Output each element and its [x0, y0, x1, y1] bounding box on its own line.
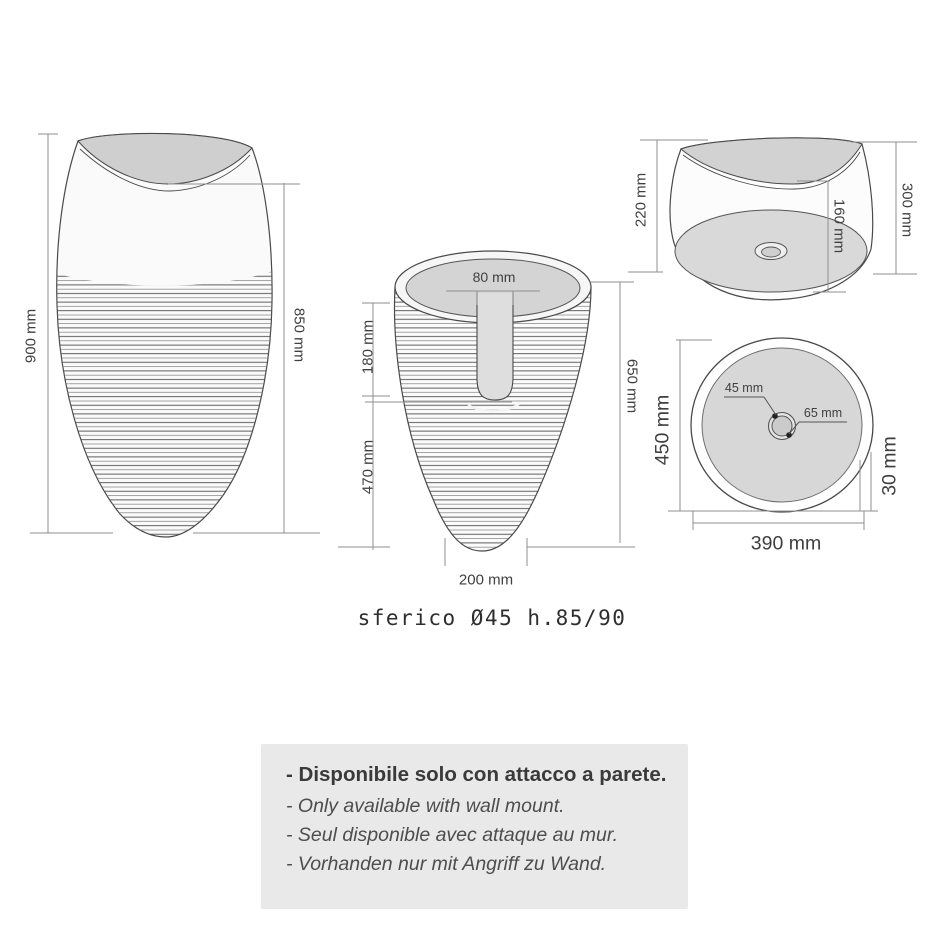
- dim-top-inner-diameter: 390 mm: [750, 532, 822, 555]
- top-view: [668, 338, 878, 530]
- dim-slot-height: 180 mm: [359, 319, 377, 375]
- front-view: [30, 133, 320, 560]
- note-german: - Vorhanden nur mit Angriff zu Wand.: [286, 853, 607, 875]
- dim-front-total-height: 900 mm: [22, 308, 40, 364]
- side-view: [338, 251, 635, 566]
- front-ribbed-texture: [40, 266, 285, 560]
- dim-front-basin-height: 850 mm: [290, 307, 308, 363]
- dim-slot-width: 80 mm: [472, 269, 516, 285]
- product-caption: sferico Ø45 h.85/90: [357, 606, 627, 630]
- dim-base-width: 200 mm: [458, 571, 514, 589]
- dim-drain-outer: 65 mm: [803, 406, 843, 420]
- drain-marker-65: [786, 432, 792, 438]
- dim-back-height: 650 mm: [623, 358, 641, 414]
- side-wall-mount-slot: [477, 293, 513, 400]
- wall-mount-view: [628, 138, 917, 300]
- dim-drain-inner: 45 mm: [724, 381, 764, 395]
- note-french: - Seul disponible avec attaque au mur.: [286, 824, 619, 846]
- note-italian: - Disponibile solo con attacco a parete.: [286, 763, 667, 786]
- dim-top-outer-diameter: 450 mm: [651, 394, 674, 466]
- notes-box: [261, 744, 688, 909]
- dim-wall-drain-height: 160 mm: [830, 198, 848, 254]
- dim-top-rim-width: 30 mm: [878, 436, 901, 496]
- dim-wall-total-height: 300 mm: [898, 182, 916, 238]
- dim-wall-front-height: 220 mm: [632, 172, 650, 228]
- dim-lower-height: 470 mm: [359, 439, 377, 495]
- note-english: - Only available with wall mount.: [286, 795, 565, 817]
